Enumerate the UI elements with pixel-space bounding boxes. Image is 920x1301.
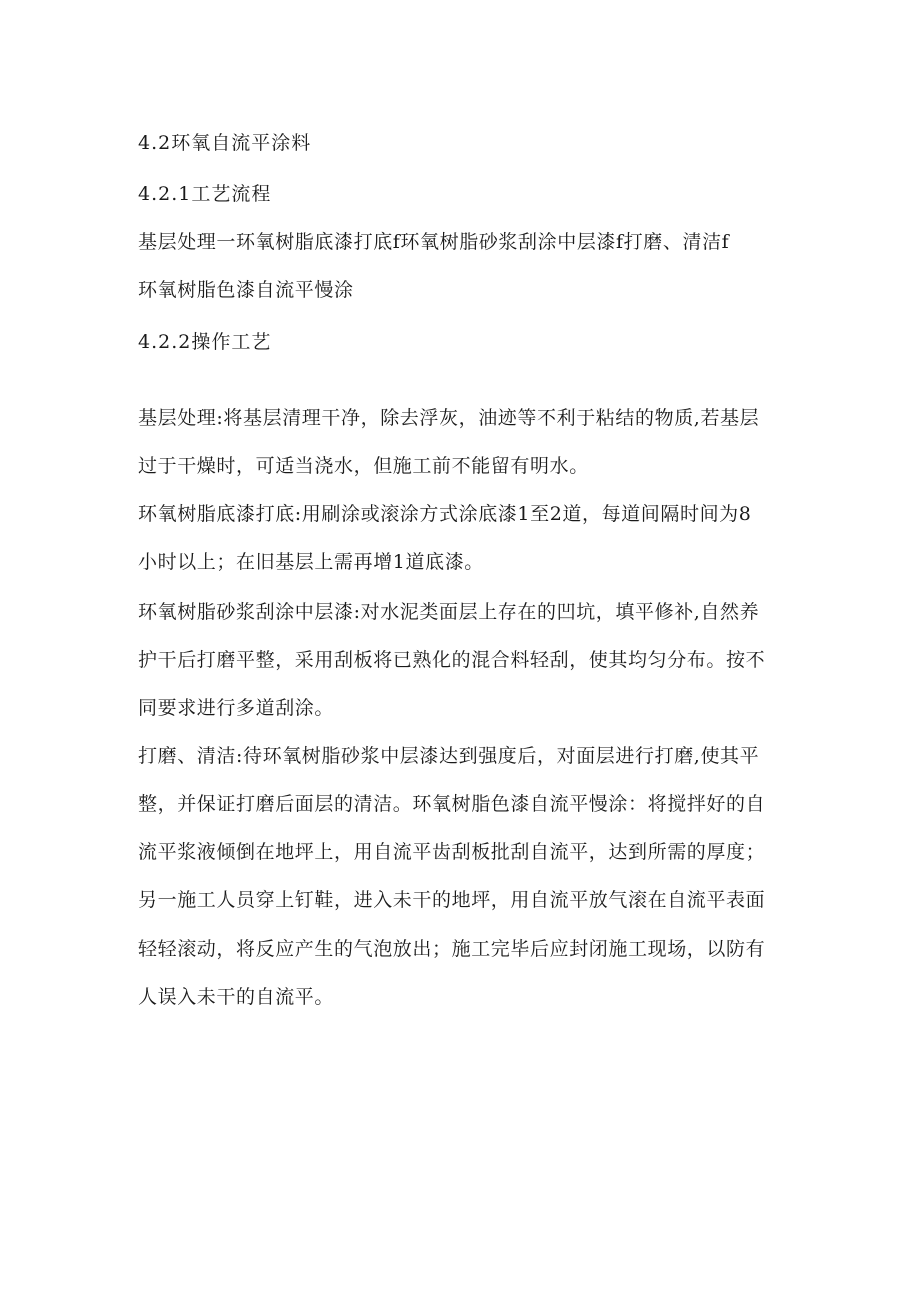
paragraph-line: 轻轻滚动，将反应产生的气泡放出；施工完毕后应封闭施工现场，以防有: [138, 938, 766, 960]
process-flow-line: 环氧树脂色漆自流平慢涂: [138, 279, 354, 301]
paragraph-line: 整，并保证打磨后面层的清洁。环氧树脂色漆自流平慢涂：将搅拌好的自: [138, 793, 766, 815]
paragraph-line: 流平浆液倾倒在地坪上，用自流平齿刮板批刮自流平，达到所需的厚度；: [138, 841, 766, 863]
paragraph-line: 环氧树脂砂浆刮涂中层漆:对水泥类面层上存在的凹坑，填平修补,自然养: [138, 601, 760, 623]
paragraph-line: 过于干燥时，可适当浇水，但施工前不能留有明水。: [138, 455, 589, 477]
paragraph-line: 人误入未干的自流平。: [138, 986, 335, 1008]
section-heading-4-2-2: 4.2.2操作工艺: [138, 331, 272, 353]
paragraph-line: 护干后打磨平整，采用刮板将已熟化的混合料轻刮，使其均匀分布。按不: [138, 649, 766, 671]
section-heading-4-2-1: 4.2.1工艺流程: [138, 183, 272, 205]
paragraph-line: 小时以上；在旧基层上需再增1道底漆。: [138, 551, 484, 573]
process-flow-line: 基层处理一环氧树脂底漆打底f环氧树脂砂浆刮涂中层漆f打磨、清洁f: [138, 231, 730, 253]
paragraph-line: 另一施工人员穿上钉鞋，进入未干的地坪，用自流平放气滚在自流平表面: [138, 889, 766, 911]
paragraph-line: 打磨、清洁:待环氧树脂砂浆中层漆达到强度后，对面层进行打磨,使其平: [138, 745, 760, 767]
paragraph-line: 同要求进行多道刮涂。: [138, 697, 335, 719]
paragraph-line: 基层处理:将基层清理干净，除去浮灰，油迹等不利于粘结的物质,若基层: [138, 407, 760, 429]
paragraph-line: 环氧树脂底漆打底:用刷涂或滚涂方式涂底漆1至2道，每道间隔时间为8: [138, 503, 752, 525]
section-heading-4-2: 4.2环氧自流平涂料: [138, 132, 312, 154]
